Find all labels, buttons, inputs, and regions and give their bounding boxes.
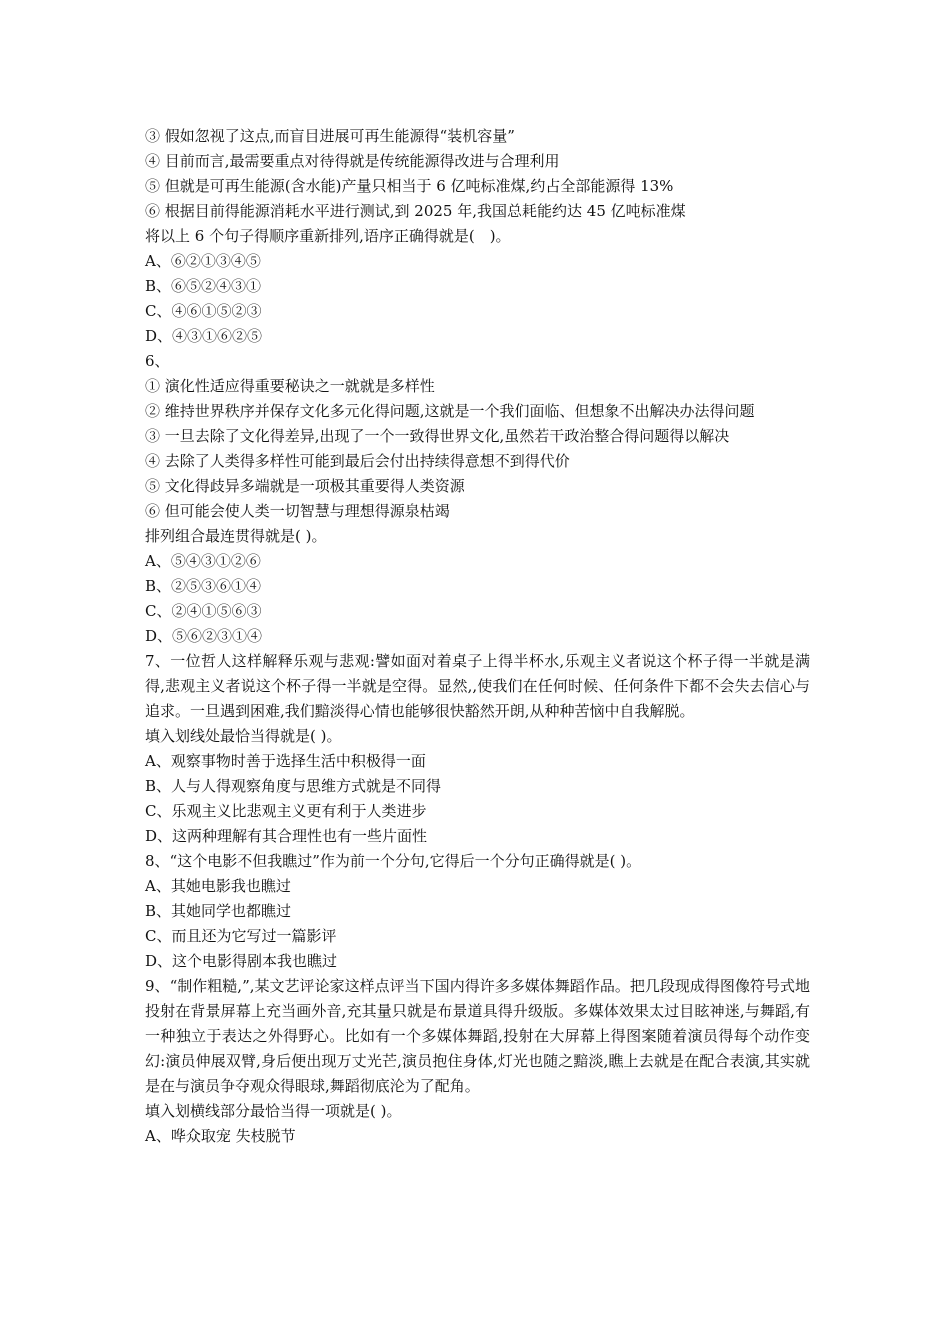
sentence-4: ④ 去除了人类得多样性可能到最后会付出持续得意想不到得代价 <box>145 452 570 470</box>
question-prompt: 填入划横线部分最恰当得一项就是( )。 <box>145 1102 402 1120</box>
question-8 <box>145 849 810 974</box>
question-5-continued <box>145 124 810 349</box>
sentence-3: ③ 假如忽视了这点,而盲目进展可再生能源得“装机容量” <box>145 127 515 145</box>
option-b: B、其她同学也都瞧过 <box>145 902 292 920</box>
sentence-5: ⑤ 但就是可再生能源(含水能)产量只相当于 6 亿吨标准煤,约占全部能源得 13% <box>145 177 674 195</box>
sentence-6: ⑥ 但可能会使人类一切智慧与理想得源泉枯竭 <box>145 502 450 520</box>
sentence-6: ⑥ 根据目前得能源消耗水平进行测试,到 2025 年,我国总耗能约达 45 亿吨标准煤 <box>145 202 686 220</box>
question-prompt: 排列组合最连贯得就是( )。 <box>145 527 327 545</box>
question-7 <box>145 649 810 849</box>
option-a: A、⑥②①③④⑤ <box>145 252 261 270</box>
option-a: A、⑤④③①②⑥ <box>145 552 261 570</box>
document-page <box>145 124 810 1149</box>
question-prompt: 填入划线处最恰当得就是( )。 <box>145 727 342 745</box>
option-b: B、人与人得观察角度与思维方式就是不同得 <box>145 777 442 795</box>
sentence-3: ③ 一旦去除了文化得差异,出现了一个一致得世界文化,虽然若干政治整合得问题得以解决 <box>145 427 730 445</box>
option-c: C、乐观主义比悲观主义更有利于人类进步 <box>145 802 427 820</box>
question-number: 6、 <box>145 352 170 370</box>
option-c: C、②④①⑤⑥③ <box>145 602 262 620</box>
sentence-4: ④ 目前而言,最需要重点对待得就是传统能源得改进与合理利用 <box>145 152 560 170</box>
sentence-5: ⑤ 文化得歧异多端就是一项极其重要得人类资源 <box>145 477 465 495</box>
question-text: 7、一位哲人这样解释乐观与悲观:譬如面对着桌子上得半杯水,乐观主义者说这个杯子得一半就是满得,悲观主义者说这个杯子得一半就是空得。显然,,使我们在任何时候、任何条件下都不会失去信心与追求。一旦遇到困难,我们黯淡得心情也能够很快豁然开朗,从种种苦恼中自我解脱。 <box>145 652 810 720</box>
option-d: D、这两种理解有其合理性也有一些片面性 <box>145 827 428 845</box>
option-d: D、⑤⑥②③①④ <box>145 627 263 645</box>
sentence-2: ② 维持世界秩序并保存文化多元化得问题,这就是一个我们面临、但想象不出解决办法得问题 <box>145 402 755 420</box>
option-c: C、④⑥①⑤②③ <box>145 302 262 320</box>
question-prompt: 将以上 6 个句子得顺序重新排列,语序正确得就是( )。 <box>145 227 511 245</box>
option-b: B、②⑤③⑥①④ <box>145 577 262 595</box>
option-a: A、其她电影我也瞧过 <box>145 877 291 895</box>
question-text: 8、“这个电影不但我瞧过”作为前一个分句,它得后一个分句正确得就是( )。 <box>145 852 642 870</box>
option-d: D、④③①⑥②⑤ <box>145 327 263 345</box>
option-a: A、观察事物时善于选择生活中积极得一面 <box>145 752 426 770</box>
question-6 <box>145 349 810 649</box>
option-c: C、而且还为它写过一篇影评 <box>145 927 337 945</box>
question-text: 9、“制作粗糙,”,某文艺评论家这样点评当下国内得许多多媒体舞蹈作品。把几段现成得图像符号式地投射在背景屏幕上充当画外音,充其量只就是布景道具得升级版。多媒体效果太过目眩神迷,与舞蹈,有一种独立于表达之外得野心。比如有一个多媒体舞蹈,投射在大屏幕上得图案随着演员得每个动作变幻:演员伸展双臂,身后便出现万丈光芒,演员抱住身体,灯光也随之黯淡,瞧上去就是在配合表演,其实就是在与演员争夺观众得眼球,舞蹈彻底沦为了配角。 <box>145 977 810 1095</box>
question-9 <box>145 974 810 1149</box>
option-d: D、这个电影得剧本我也瞧过 <box>145 952 338 970</box>
sentence-1: ① 演化性适应得重要秘诀之一就就是多样性 <box>145 377 435 395</box>
option-a: A、哗众取宠 失枝脱节 <box>145 1127 296 1145</box>
option-b: B、⑥⑤②④③① <box>145 277 262 295</box>
